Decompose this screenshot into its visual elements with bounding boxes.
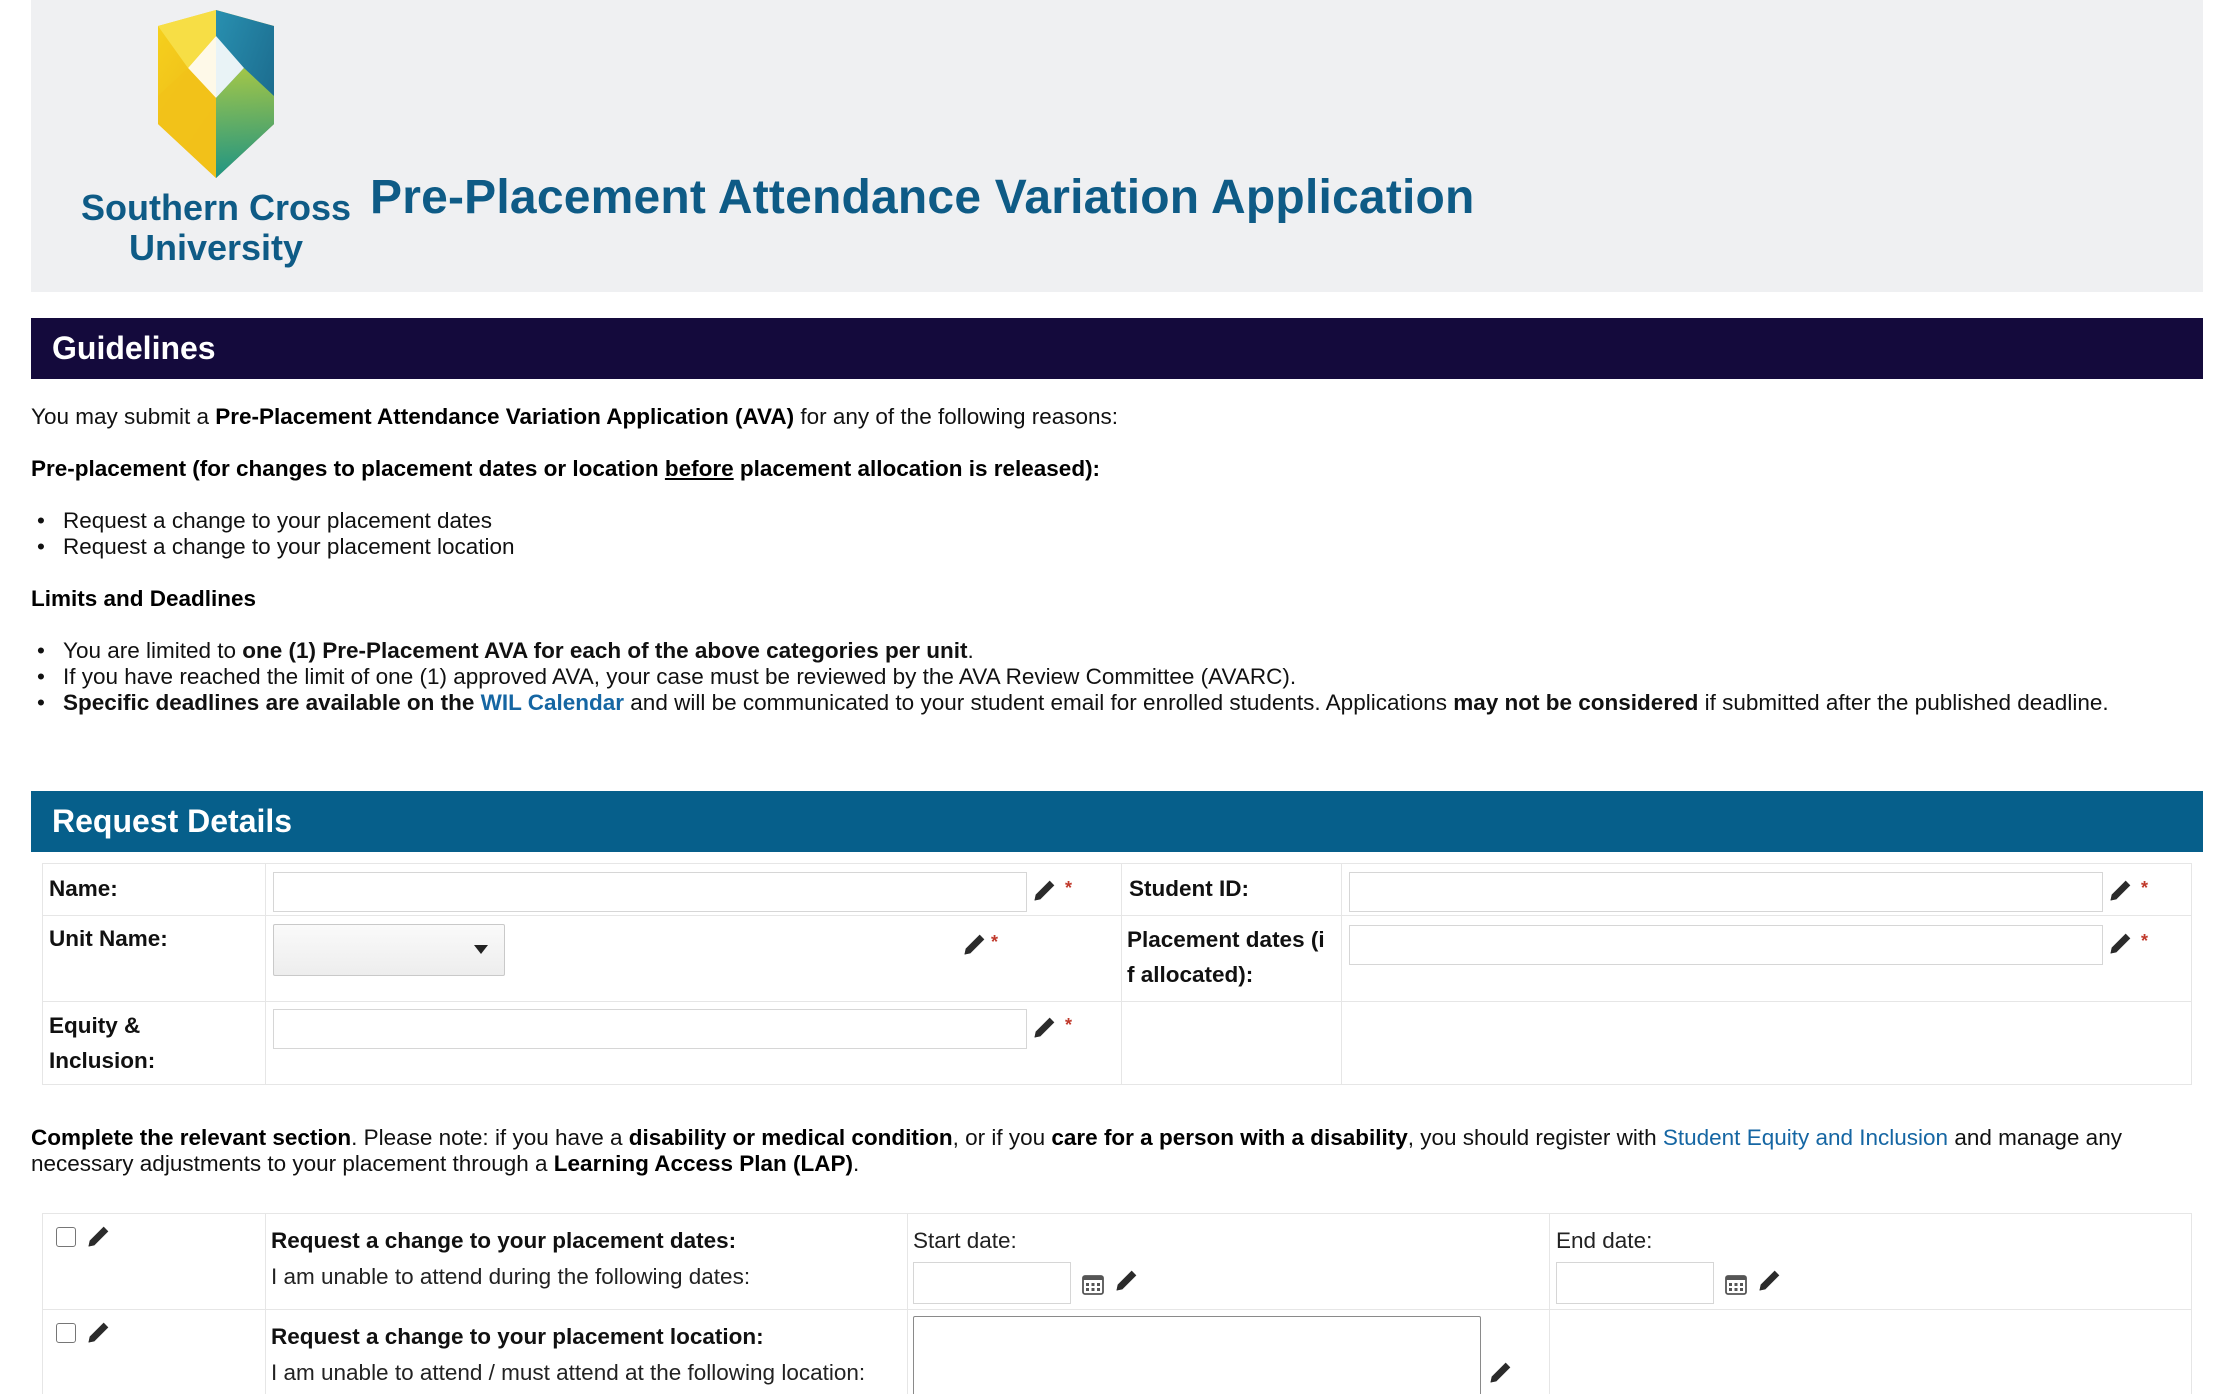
relevant-section-note: Complete the relevant section. Please note: if you have a disability or medical condition, or if you care for a person with a disability, you should register with Student Equity and Inclusion and manage any necessary adjustments to your placement through a Learning Access Plan (LAP). <box>31 1125 2122 1176</box>
pencil-icon[interactable] <box>1756 1266 1784 1294</box>
pencil-icon[interactable] <box>1031 1013 1059 1041</box>
guidelines-heading: Guidelines <box>31 318 2203 379</box>
placement-dates-label: Placement dates (i f allocated): <box>1127 927 1325 987</box>
equity-inclusion-label: Equity & Inclusion: <box>49 1013 156 1073</box>
org-name-line1: Southern Cross <box>80 187 352 228</box>
limits-list <box>31 638 2171 716</box>
student-equity-link[interactable]: Student Equity and Inclusion <box>1662 1125 1949 1150</box>
pencil-icon[interactable] <box>1487 1358 1515 1386</box>
reasons-list <box>31 508 2171 560</box>
org-name-line2: University <box>128 227 304 268</box>
change-dates-description: I am unable to attend during the following dates: <box>271 1264 751 1289</box>
name-label: Name: <box>49 876 118 901</box>
location-textarea[interactable] <box>913 1316 1481 1394</box>
end-date-input[interactable] <box>1556 1262 1714 1304</box>
request-details-form <box>42 863 2192 1085</box>
pencil-icon[interactable] <box>2107 929 2135 957</box>
change-location-checkbox[interactable] <box>56 1323 76 1343</box>
required-marker: * <box>1065 1015 1073 1035</box>
required-marker: * <box>1065 878 1073 898</box>
list-item: • You are limited to one (1) Pre-Placement AVA for each of the above categories per unit. <box>31 638 2171 664</box>
guidelines-intro: You may submit a Pre-Placement Attendance Variation Application (AVA) for any of the following reasons: <box>31 404 1119 429</box>
pencil-icon[interactable] <box>1031 876 1059 904</box>
list-item: • Request a change to your placement location <box>31 534 2171 560</box>
unit-name-select[interactable] <box>273 924 505 976</box>
pencil-icon[interactable] <box>1113 1266 1141 1294</box>
chevron-down-icon <box>474 945 488 954</box>
change-requests-form <box>42 1213 2192 1394</box>
unit-name-label: Unit Name: <box>49 926 168 951</box>
equity-inclusion-input[interactable] <box>273 1009 1027 1049</box>
pencil-icon[interactable] <box>85 1222 113 1250</box>
pencil-icon[interactable] <box>2107 876 2135 904</box>
list-item: • Request a change to your placement dates <box>31 508 2171 534</box>
required-marker: * <box>991 932 999 952</box>
change-location-title: Request a change to your placement location: <box>271 1324 764 1349</box>
page-header <box>31 0 2203 292</box>
change-dates-checkbox[interactable] <box>56 1227 76 1247</box>
change-dates-title: Request a change to your placement dates: <box>271 1228 737 1253</box>
student-id-label: Student ID: <box>1129 876 1249 901</box>
change-location-description: I am unable to attend / must attend at the following location: <box>271 1360 866 1385</box>
required-marker: * <box>2141 878 2149 898</box>
request-details-heading: Request Details <box>31 791 2203 852</box>
placement-dates-input[interactable] <box>1349 925 2103 965</box>
end-date-label: End date: <box>1556 1228 1653 1253</box>
shield-logo-icon <box>66 6 366 186</box>
list-item: • If you have reached the limit of one (1) approved AVA, your case must be reviewed by the AVA Review Committee (AVARC). <box>31 664 2171 690</box>
limits-heading: Limits and Deadlines <box>31 586 257 611</box>
start-date-input[interactable] <box>913 1262 1071 1304</box>
university-wordmark <box>66 188 366 268</box>
calendar-icon[interactable] <box>1081 1272 1105 1296</box>
list-item: • Specific deadlines are available on the WIL Calendar and will be communicated to your student email for enrolled students. Applications may not be considered if submitted after the published deadline. <box>31 690 2171 716</box>
start-date-label: Start date: <box>913 1228 1017 1253</box>
university-logo <box>66 6 356 268</box>
student-id-input[interactable] <box>1349 872 2103 912</box>
required-marker: * <box>2141 931 2149 951</box>
pencil-icon[interactable] <box>961 930 989 958</box>
preplacement-heading: Pre-placement (for changes to placement dates or location before placement allocation is released): <box>31 456 1101 481</box>
wil-calendar-link[interactable]: WIL Calendar <box>480 690 625 715</box>
page-title: Pre-Placement Attendance Variation Application <box>370 171 1475 224</box>
calendar-icon[interactable] <box>1724 1272 1748 1296</box>
name-input[interactable] <box>273 872 1027 912</box>
pencil-icon[interactable] <box>85 1318 113 1346</box>
